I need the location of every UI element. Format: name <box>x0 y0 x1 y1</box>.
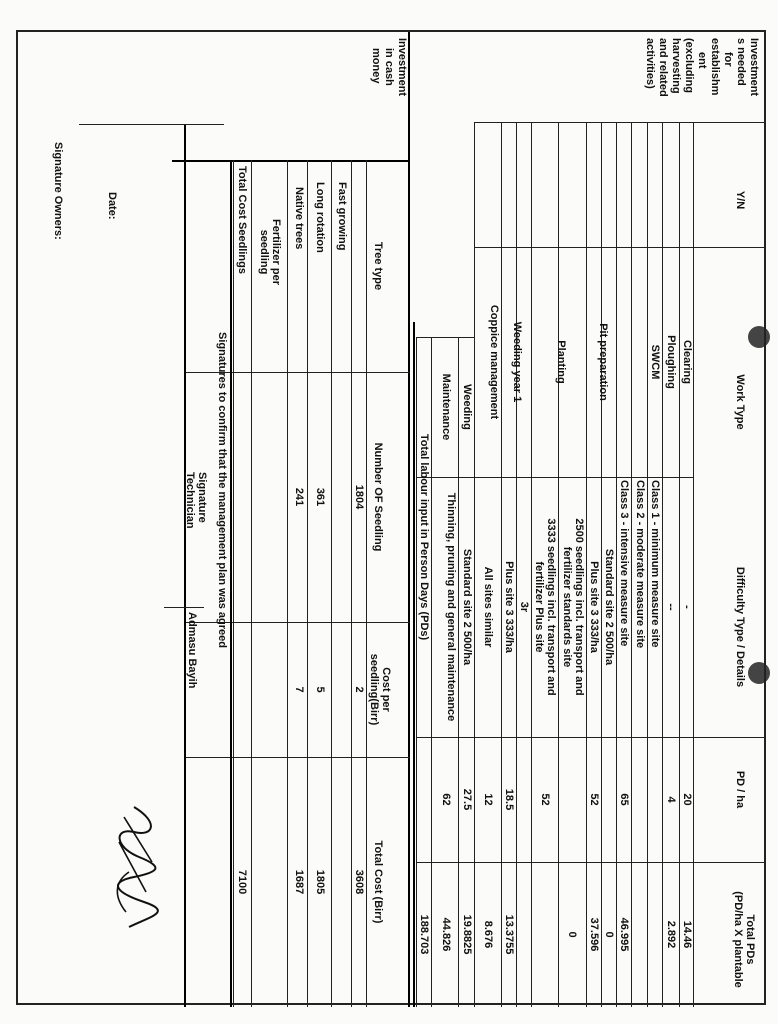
pd-clearing: 20 <box>681 793 693 806</box>
investment-label: Investment s needed for establishm ent (excluding harvesting and related activities) <box>644 38 760 97</box>
handwritten-signature <box>109 802 164 932</box>
detail-clearing: - <box>681 605 693 609</box>
number-361: 361 <box>314 487 326 507</box>
total-weeding-plus: 13.3755 <box>503 914 515 955</box>
total-labour-value: 188.703 <box>418 914 430 955</box>
tree-native-trees: Native trees <box>293 187 305 250</box>
pd-weeding-plus: 18.5 <box>503 788 515 811</box>
cost-header: Cost per seedling(Birr) <box>368 653 392 726</box>
total-class3: 46.995 <box>618 917 630 952</box>
work-ploughing: Ploughing <box>665 335 677 389</box>
detail-class3: Class 3 - intensive measure site <box>618 480 630 647</box>
total-cost-header: Total Cost (Birr) <box>372 840 384 924</box>
owners-label: Signature Owners: <box>52 142 64 240</box>
tree-type-header: Tree type <box>372 241 384 291</box>
total-ploughing: 2.892 <box>665 920 677 949</box>
total-pds-header: Total PDs (PD/ha X plantable <box>732 891 756 988</box>
pd-planting-plus: 52 <box>539 793 551 806</box>
technician-name: Admasu Bayih <box>186 612 198 689</box>
date-label: Date: <box>106 192 118 220</box>
detail-weeding-plus: Plus site 3 333/ha <box>503 561 515 653</box>
total-seedlings-label: Total Cost Seedlings <box>236 166 248 274</box>
work-pit-preparation: Pit preparation <box>597 323 609 401</box>
yn-header: Y/N <box>734 190 746 210</box>
difficulty-header: Difficulty Type / Details <box>734 566 746 688</box>
detail-maintenance: Thinning, pruning and general maintenance <box>445 492 457 722</box>
cost-2: 2 <box>353 686 365 693</box>
work-planting: Planting <box>555 340 567 384</box>
detail-class1: Class 1 - minimum measure site <box>649 480 661 648</box>
technician-label: Technician <box>184 472 196 529</box>
total-weeding-standard: 19.8825 <box>461 914 473 955</box>
total-1687: 1687 <box>293 869 305 895</box>
total-1805: 1805 <box>314 869 326 895</box>
pd-class3: 65 <box>618 793 630 806</box>
cost-7: 7 <box>293 686 305 693</box>
total-pit-standard: 0 <box>603 931 615 938</box>
detail-coppice: All sites similar <box>482 566 494 648</box>
number-1804: 1804 <box>353 484 365 510</box>
work-type-header: Work Type <box>734 374 746 430</box>
total-seedlings-value: 7100 <box>236 869 248 895</box>
signatures-title: Signatures to confirm that the management plan was agreed <box>216 332 228 649</box>
detail-3r: 3r <box>518 601 530 613</box>
work-weeding-year1: Weeding year 1 <box>511 321 523 403</box>
work-clearing: Clearing <box>681 339 693 384</box>
detail-weeding-standard: Standard site 2 500/ha <box>461 548 473 666</box>
pd-coppice: 12 <box>482 793 494 806</box>
cash-label: Investment in cash money <box>370 38 408 97</box>
detail-planting-standard: 2500 seedlings incl. transport and fertilizer standards site <box>561 518 585 696</box>
signature-label: Signature <box>196 472 208 523</box>
pd-maintenance: 62 <box>440 793 452 806</box>
work-swcm: SWCM <box>649 344 661 380</box>
pd-pit-plus: 52 <box>588 793 600 806</box>
number-header: Number OF Seedling <box>372 442 384 552</box>
tree-long-rotation: Long rotation <box>314 182 326 253</box>
pd-ploughing: 4 <box>665 796 677 803</box>
cost-sheet-table <box>16 30 766 1005</box>
tree-fast-growing: Fast growing <box>336 182 348 251</box>
tree-fertilizer: Fertilizer per seedling <box>258 218 282 286</box>
total-coppice: 8.676 <box>482 920 494 949</box>
pd-ha-header: PD / ha <box>734 770 746 809</box>
total-clearing: 14.46 <box>681 920 693 949</box>
total-3608: 3608 <box>353 869 365 895</box>
work-coppice: Coppice management <box>488 304 500 420</box>
total-maintenance: 44.826 <box>440 917 452 952</box>
total-planting-standard: 0 <box>566 931 578 938</box>
total-labour-label: Total labour input in Person Days (PDs) <box>418 433 430 641</box>
detail-ploughing: -- <box>665 603 677 611</box>
detail-pit-standard: Standard site 2 500/ha <box>603 548 615 666</box>
total-pit-plus: 37.596 <box>588 917 600 952</box>
cost-5: 5 <box>314 686 326 693</box>
pd-weeding-standard: 27.5 <box>461 788 473 811</box>
work-weeding: Weeding <box>461 384 473 430</box>
work-maintenance: Maintenance <box>440 373 452 441</box>
number-241: 241 <box>293 487 305 507</box>
detail-planting-plus: 3333 seedlings incl. transport and fertilizer Plus site <box>533 518 557 696</box>
detail-pit-plus: Plus site 3 333/ha <box>588 561 600 653</box>
detail-class2: Class 2 - moderate measure site <box>634 480 646 649</box>
